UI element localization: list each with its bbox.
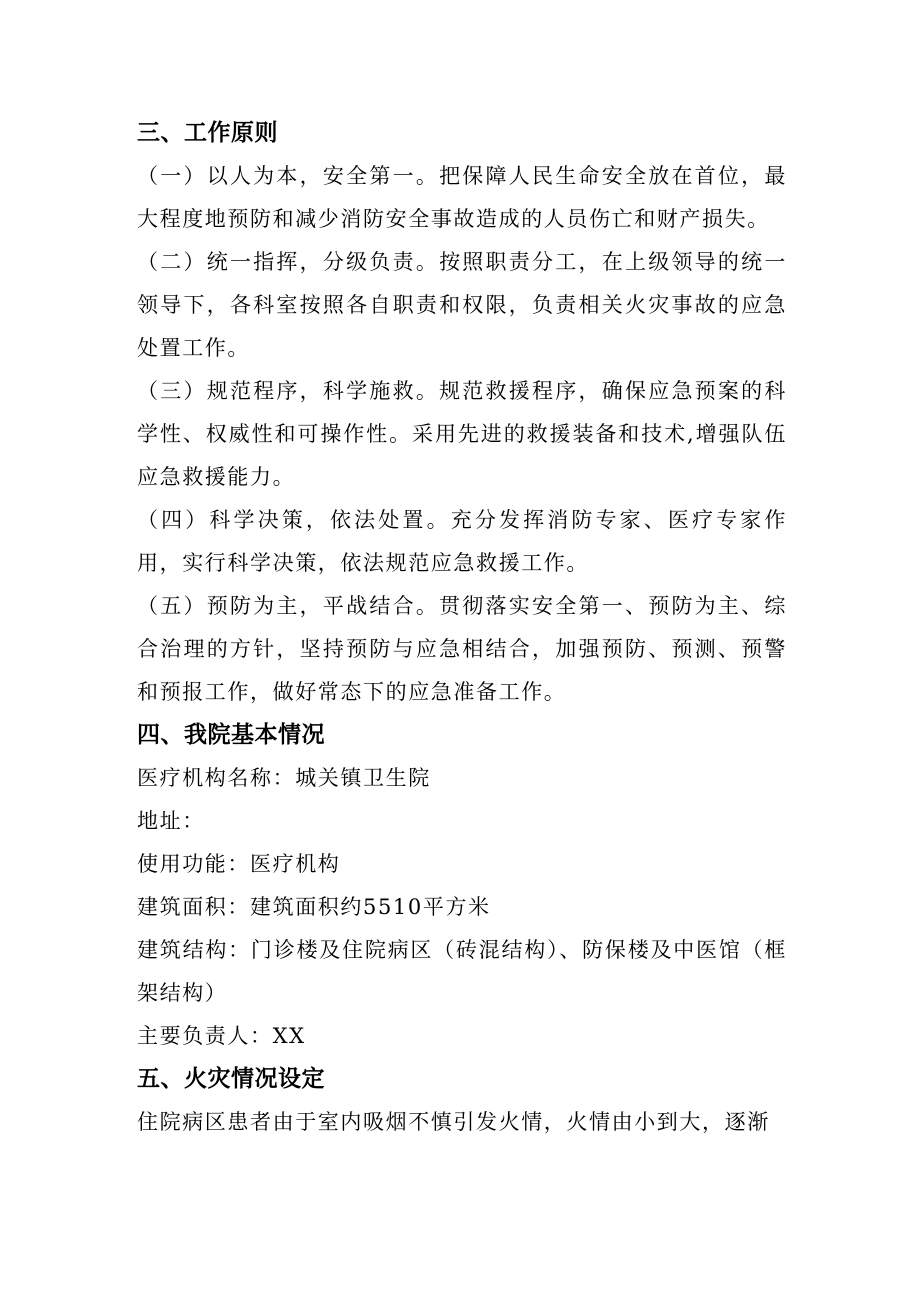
section-heading-work-principles: 三、工作原则 [137,120,278,146]
fire-scenario-paragraph: 住院病区患者由于室内吸烟不慎引发火情，火情由小到大，逐渐 [137,1110,770,1134]
hospital-address-line: 地址： [137,809,205,833]
document-body [137,112,787,1144]
hospital-function-line: 使用功能：医疗机构 [137,852,341,876]
hospital-leader-line: 主要负责人：XX [137,1024,306,1048]
hospital-structure-line: 建筑结构：门诊楼及住院病区（砖混结构）、防保楼及中医馆（框架结构） [137,938,787,1005]
principle-paragraph-2: （二）统一指挥，分级负责。按照职责分工，在上级领导的统一领导下，各科室按照各自职责和权限，负责相关火灾事故的应急处置工作。 [137,250,787,360]
principle-paragraph-1: （一）以人为本，安全第一。把保障人民生命安全放在首位，最大程度地预防和减少消防安全事故造成的人员伤亡和财产损失。 [137,164,787,231]
principle-paragraph-3: （三）规范程序，科学施救。规范救援程序，确保应急预案的科学性、权威性和可操作性。采用先进的救援装备和技术,增强队伍应急救援能力。 [137,379,787,489]
section-heading-hospital-info: 四、我院基本情况 [137,722,325,748]
principle-paragraph-5: （五）预防为主，平战结合。贯彻落实安全第一、预防为主、综合治理的方针，坚持预防与应急相结合，加强预防、预测、预警和预报工作，做好常态下的应急准备工作。 [137,594,787,704]
hospital-name-line: 医疗机构名称：城关镇卫生院 [137,766,431,790]
principle-paragraph-4: （四）科学决策，依法处置。充分发挥消防专家、医疗专家作用，实行科学决策，依法规范应急救援工作。 [137,508,787,575]
section-heading-fire-scenario: 五、火灾情况设定 [137,1066,325,1092]
hospital-area-line: 建筑面积：建筑面积约5510平方米 [137,895,491,919]
